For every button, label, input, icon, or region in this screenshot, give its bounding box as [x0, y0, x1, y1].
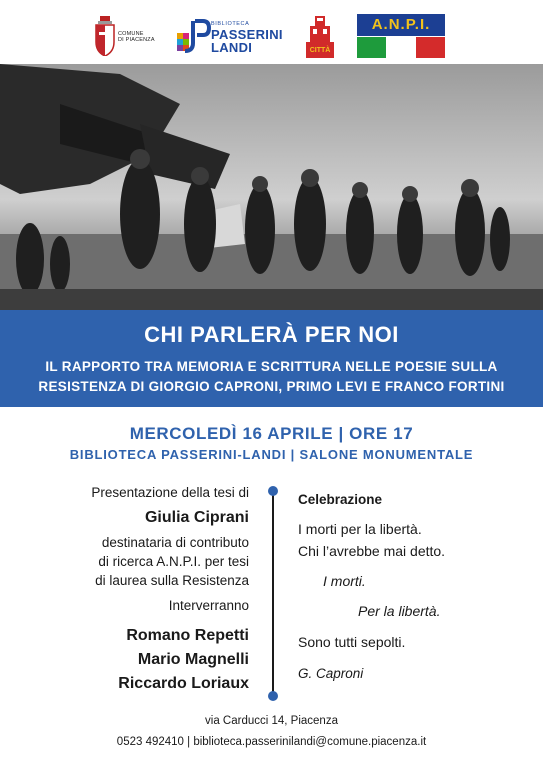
author-description-line3: di laurea sulla Resistenza	[95, 573, 249, 588]
biblioteca-logo-line1: PASSERINI	[211, 27, 283, 42]
citta-logo	[306, 14, 334, 58]
footer-contact: 0523 492410 | biblioteca.passerinilandi@comune.piacenza.it	[116, 736, 427, 748]
divider-dot-top	[268, 486, 278, 496]
historical-photo	[0, 64, 543, 310]
title-banner	[0, 310, 543, 407]
speaker-name: Romano Repetti	[126, 627, 249, 644]
comune-logo-line1: COMUNE	[118, 31, 144, 37]
event-subtitle-line1: IL RAPPORTO TRA MEMORIA E SCRITTURA NELLE POESIE SULLA	[45, 359, 498, 374]
anpi-logo-label: A.N.P.I.	[371, 16, 431, 33]
author-description-line1: destinataria di contributo	[101, 535, 249, 550]
comune-logo-text	[118, 31, 155, 43]
presentation-intro: Presentazione della tesi di	[91, 485, 249, 500]
partisans-march-image	[0, 64, 543, 310]
author-description-line2: di ricerca A.N.P.I. per tesi	[98, 554, 249, 569]
logo-bar	[0, 14, 543, 58]
biblioteca-logo	[175, 14, 283, 58]
thesis-author: Giulia Ciprani	[144, 509, 249, 526]
citta-tower-icon	[306, 14, 334, 58]
poem-signature: G. Caproni	[298, 666, 364, 681]
citta-logo-label: CITTÀ	[309, 47, 331, 54]
event-title: CHI PARLERÀ PER NOI	[144, 322, 399, 347]
biblioteca-mark-icon	[175, 17, 211, 57]
anpi-logo	[357, 14, 445, 58]
speaker-name: Mario Magnelli	[137, 651, 249, 668]
poem-line-2: Chi l’avrebbe mai detto.	[298, 543, 446, 559]
biblioteca-logo-line2: LANDI	[211, 40, 253, 55]
italian-flag-icon	[357, 37, 445, 58]
column-divider	[272, 490, 274, 697]
speaker-name: Riccardo Loriaux	[118, 675, 249, 692]
comune-shield-icon	[94, 16, 116, 56]
poem-line-5: Sono tutti sepolti.	[298, 634, 406, 650]
event-venue: BIBLIOTECA PASSERINI-LANDI | SALONE MONUMENTALE	[69, 447, 474, 462]
event-subtitle-line2: RESISTENZA DI GIORGIO CAPRONI, PRIMO LEVI E FRANCO FORTINI	[38, 379, 505, 394]
comune-logo-line2: DI PIACENZA	[118, 37, 155, 43]
footer-address: via Carducci 14, Piacenza	[205, 715, 338, 727]
comune-piacenza-logo	[94, 14, 160, 58]
poem-line-4: Per la libertà.	[358, 603, 441, 619]
poem-title: Celebrazione	[298, 492, 383, 507]
poem-line-1: I morti per la libertà.	[298, 521, 422, 537]
anpi-logo-banner	[357, 14, 445, 36]
speakers-label: Interverranno	[168, 598, 249, 613]
poem-line-3: I morti.	[323, 573, 366, 589]
event-date: MERCOLEDÌ 16 APRILE | ORE 17	[129, 424, 414, 443]
author-description	[95, 533, 249, 590]
biblioteca-logo-small-text: BIBLIOTECA	[211, 21, 250, 27]
divider-dot-bottom	[268, 691, 278, 701]
